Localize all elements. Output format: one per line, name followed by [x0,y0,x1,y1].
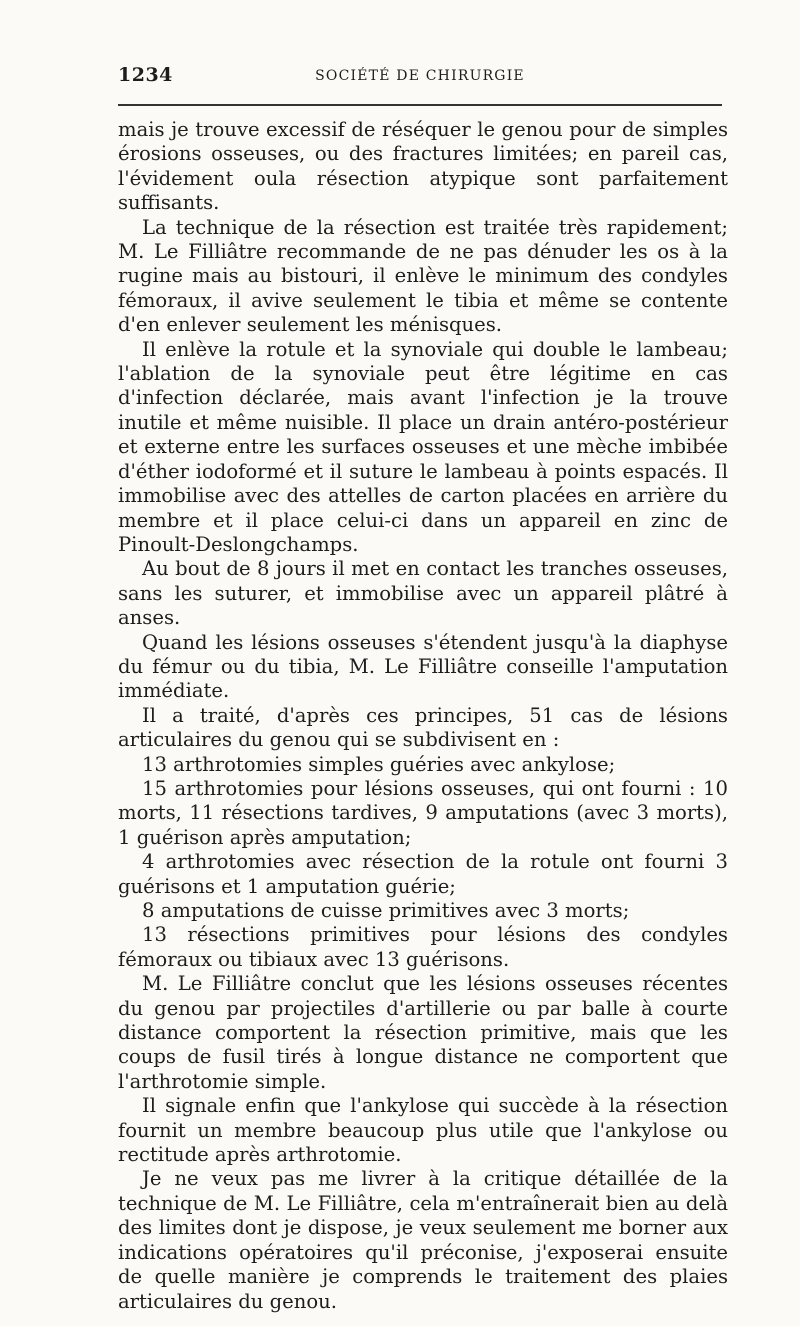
page-header [118,64,722,94]
list-item: 15 arthrotomies pour lésions osseuses, qui ont fourni : 10 morts, 11 résections tardives, 9 amputations (avec 3 morts), 1 guérison après amputation; [118,776,728,849]
header-rule [118,104,722,106]
paragraph: Au bout de 8 jours il met en contact les tranches osseuses, sans les suturer, et immobilise avec un appareil plâtré à anses. [118,557,728,630]
paragraph: Je ne veux pas me livrer à la critique détaillée de la technique de M. Le Filliâtre, cela m'entraînerait bien au delà des limites dont je dispose, je veux seulement me borner aux indications opératoires qu'il préconise, j'exposerai ensuite de quelle manière je comprends le traitement des plaies articulaires du genou. [118,1167,728,1313]
paragraph: Il a traité, d'après ces principes, 51 cas de lésions articulaires du genou qui se subdivisent en : [118,703,728,752]
running-title: SOCIÉTÉ DE CHIRURGIE [315,68,525,84]
paragraph: Il signale enfin que l'ankylose qui succède à la résection fournit un membre beaucoup plus utile que l'ankylose ou rectitude après arthrotomie. [118,1094,728,1167]
paragraph: M. Le Filliâtre conclut que les lésions osseuses récentes du genou par projectiles d'artillerie ou par balle à courte distance comportent la résection primitive, mais que les coups de fusil tirés à longue distance ne comportent que l'arthrotomie simple. [118,972,728,1093]
body-text [118,118,728,1314]
list-item: 13 résections primitives pour lésions des condyles fémoraux ou tibiaux avec 13 guérisons. [118,923,728,971]
paragraph: La technique de la résection est traitée très rapidement; M. Le Filliâtre recommande de ne pas dénuder les os à la rugine mais au bistouri, il enlève le minimum des condyles fémoraux, il avive seulement le tibia et même se contente d'en enlever seulement les ménisques. [118,215,728,337]
paragraph: Quand les lésions osseuses s'étendent jusqu'à la diaphyse du fémur ou du tibia, M. Le Filliâtre conseille l'amputation immédiate. [118,630,728,703]
page-number: 1234 [118,64,173,86]
list-item: 4 arthrotomies avec résection de la rotule ont fourni 3 guérisons et 1 amputation guérie; [118,850,728,898]
list-item: 13 arthrotomies simples guéries avec ankylose; [142,752,616,776]
paragraph: Il enlève la rotule et la synoviale qui double le lambeau; l'ablation de la synoviale peut être légitime en cas d'infection déclarée, mais avant l'infection je la trouve inutile et même nuisible. Il place un drain antéro-postérieur et externe entre les surfaces osseuses et une mèche imbibée d'éther iodoformé et il suture le lambeau à points espacés. Il immobilise avec des attelles de carton placées en arrière du membre et il place celui-ci dans un appareil en zinc de Pinoult-Deslongchamps. [118,337,728,556]
list-item: 8 amputations de cuisse primitives avec 3 morts; [142,899,630,922]
paragraph: mais je trouve excessif de réséquer le genou pour de simples érosions osseuses, ou des fractures limitées; en pareil cas, l'évidement oula résection atypique sont parfaitement suffisants. [118,118,728,215]
